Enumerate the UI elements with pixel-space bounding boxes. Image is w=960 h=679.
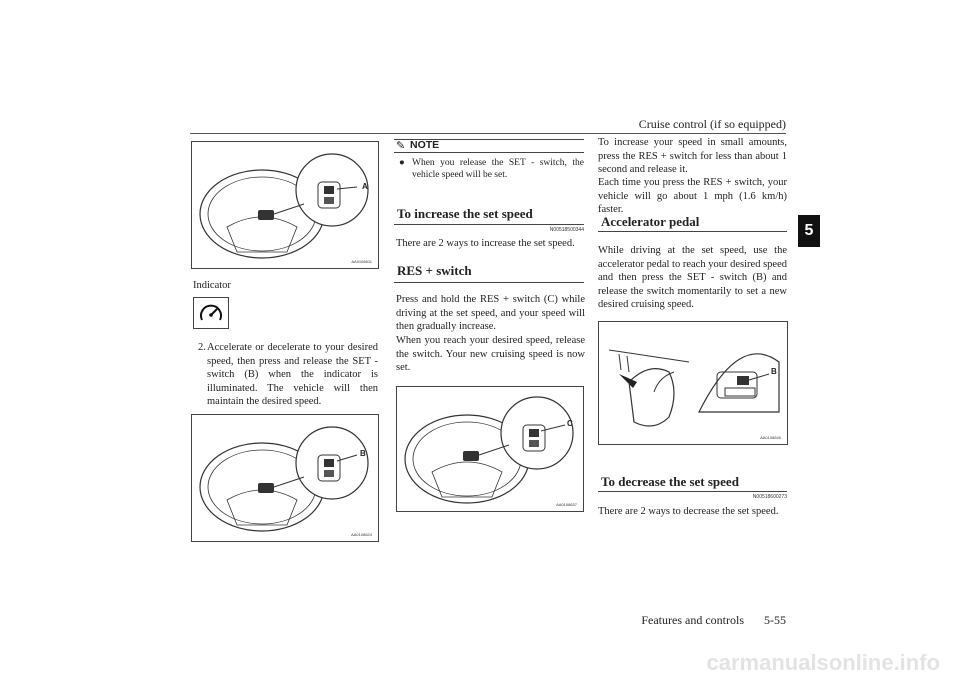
pencil-check-icon: ✎ <box>396 140 406 152</box>
subsection-rule <box>394 282 584 283</box>
header-rule <box>190 133 786 134</box>
col3-paragraph-2: Each time you press the RES + switch, your vehicle will go about 1 mph (1.6 km/h) faster. <box>598 177 787 216</box>
section-rule <box>598 491 787 492</box>
figure-code: AA0108640 <box>760 435 781 440</box>
speedometer-icon <box>194 298 228 328</box>
note-label: NOTE <box>410 139 440 151</box>
callout-a: A <box>362 182 368 191</box>
step-text: Accelerate or decelerate to your desired speed, then press and release the SET - switch (B) when the indicator is illuminated. The vehicle will then maintain the desired speed. <box>207 342 378 408</box>
section-code: N00518600273 <box>752 494 787 500</box>
chapter-tab: 5 <box>798 215 820 247</box>
callout-c: C <box>567 419 573 428</box>
res-paragraph-2: When you reach your desired speed, release the switch. Your new cruising speed is now set. <box>396 335 585 374</box>
section-code: N00518500344 <box>549 227 584 233</box>
figure-code: AA0108637 <box>556 502 577 507</box>
steering-wheel-figure-b <box>191 414 379 542</box>
decrease-intro: There are 2 ways to decrease the set speed. <box>598 506 779 517</box>
switch-closeup-figure-b <box>598 321 788 445</box>
steering-wheel-illustration-a <box>192 142 378 268</box>
section-intro: There are 2 ways to increase the set speed. <box>396 238 575 249</box>
watermark: carmanualsonline.info <box>706 650 940 675</box>
switch-closeup-illustration <box>599 322 787 444</box>
callout-b: B <box>360 449 366 458</box>
section-heading-accelerator: Accelerator pedal <box>601 214 700 229</box>
indicator-icon-box <box>193 297 229 329</box>
note-header <box>394 139 584 153</box>
section-heading-increase: To increase the set speed <box>397 206 533 221</box>
res-paragraph-1: Press and hold the RES + switch (C) while driving at the set speed, and your speed will then gradually increase. <box>396 294 585 333</box>
steering-wheel-illustration-c <box>397 387 583 511</box>
indicator-label: Indicator <box>193 280 231 291</box>
section-rule <box>394 224 584 225</box>
footer-section: Features and controls <box>641 613 744 627</box>
note-box <box>394 139 584 181</box>
page-header-title: Cruise control (if so equipped) <box>638 117 786 131</box>
page-number: 5-55 <box>764 613 786 627</box>
note-item <box>394 157 584 181</box>
figure-code: AA0108611 <box>351 259 372 264</box>
figure-code: AA0108624 <box>351 532 372 537</box>
step-number: 2. <box>198 342 206 353</box>
bullet-icon: ● <box>399 158 405 168</box>
subsection-heading-res: RES + switch <box>397 263 472 278</box>
page-footer <box>560 613 786 628</box>
accelerator-paragraph: While driving at the set speed, use the accelerator pedal to reach your desired speed and then press the SET - switch (B) and release the switch momentarily to set a new desired cruising speed. <box>598 245 787 311</box>
steering-wheel-figure-c <box>396 386 584 512</box>
section-rule <box>598 231 787 232</box>
col3-paragraph-1: To increase your speed in small amounts, press the RES + switch for less than about 1 second and release it. <box>598 137 787 176</box>
note-text: When you release the SET - switch, the vehicle speed will be set. <box>412 158 584 180</box>
step-2 <box>198 341 378 409</box>
callout-b: B <box>771 367 777 376</box>
steering-wheel-figure-a <box>191 141 379 269</box>
section-heading-decrease: To decrease the set speed <box>601 474 739 489</box>
steering-wheel-illustration-b <box>192 415 378 541</box>
